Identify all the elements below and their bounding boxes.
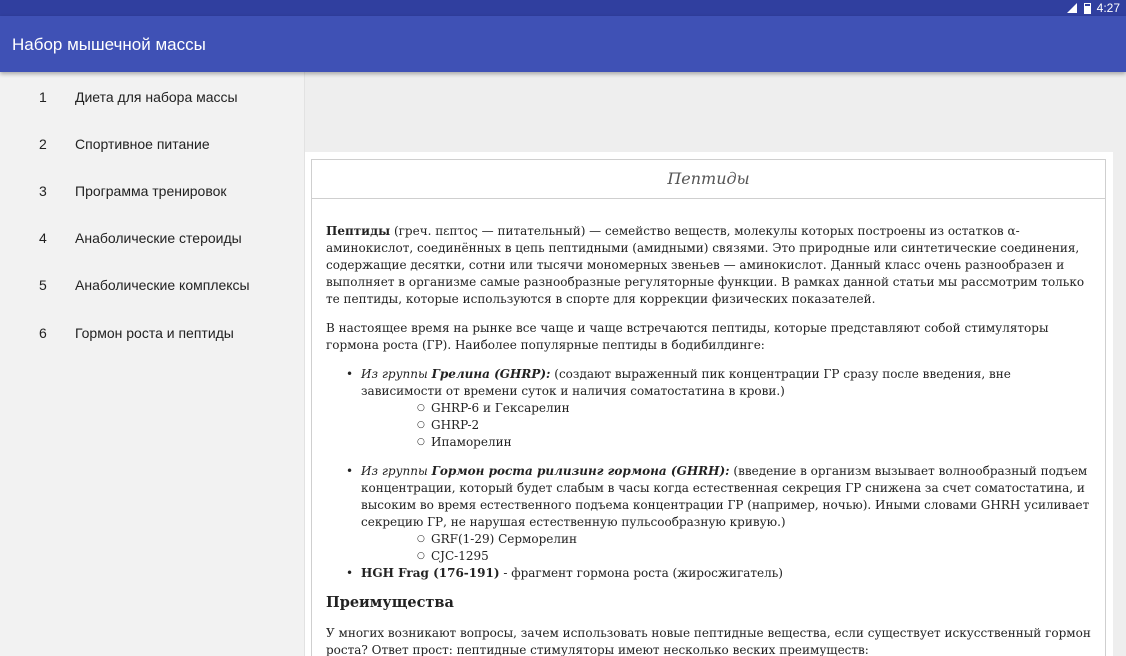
app-title: Набор мышечной массы	[12, 35, 206, 54]
article-title: Пептиды	[312, 160, 1105, 199]
list-item: ○ CJC-1295	[361, 548, 1091, 565]
sidebar-item-number: 5	[39, 276, 47, 293]
sidebar-item-label: Гормон роста и пептиды	[75, 324, 234, 341]
content-spacer	[305, 72, 1126, 152]
group-name: HGH Frag (176-191)	[361, 566, 500, 580]
group-prefix: Из группы	[361, 367, 432, 381]
group-description: - фрагмент гормона роста (жиросжигатель)	[499, 566, 783, 580]
sidebar-item-training-program[interactable]	[0, 167, 304, 214]
intro-paragraph	[326, 223, 1091, 308]
sidebar-item-number: 1	[39, 88, 47, 105]
sidebar-item-label: Спортивное питание	[75, 135, 210, 152]
article-webview[interactable]	[305, 152, 1113, 656]
sidebar-item-label: Программа тренировок	[75, 182, 227, 199]
list-item-ghrh	[326, 463, 1091, 565]
article-frame	[311, 159, 1106, 656]
market-paragraph: В настоящее время на рынке все чаще и чаще встречаются пептиды, которые представляют собой стимуляторы гормона роста (ГР). Наиболее популярные пептиды в бодибилдинге:	[326, 321, 1049, 352]
intro-term: Пептиды	[326, 224, 391, 238]
section-heading: Преимущества	[326, 594, 454, 611]
sidebar-item-diet[interactable]	[0, 73, 304, 120]
list-item-hgh-frag	[326, 565, 1091, 582]
sidebar-item-number: 2	[39, 135, 47, 152]
list-item-ghrp	[326, 366, 1091, 451]
sidebar-item-number: 3	[39, 182, 47, 199]
sub-list	[361, 400, 1091, 451]
app-bar	[0, 16, 1126, 72]
article-body	[312, 199, 1105, 656]
group-name: Грелина (GHRP):	[431, 367, 551, 381]
sidebar-item-anabolic-steroids[interactable]	[0, 214, 304, 261]
sidebar-item-anabolic-complexes[interactable]	[0, 261, 304, 308]
battery-icon	[1084, 3, 1091, 14]
status-time: 4:27	[1096, 1, 1120, 15]
list-item: ○ Ипаморелин	[361, 434, 1091, 451]
sidebar-item-label: Диета для набора массы	[75, 88, 238, 105]
sidebar-item-sport-nutrition[interactable]	[0, 120, 304, 167]
sidebar-item-label: Анаболические стероиды	[75, 229, 242, 246]
advantages-paragraph: У многих возникают вопросы, зачем использовать новые пептидные вещества, если существует искусственный гормон роста? Ответ прост: пептидные стимуляторы имеют несколько веских преимуществ:	[326, 626, 1091, 656]
list-item: ○ GRF(1-29) Серморелин	[361, 531, 1091, 548]
sidebar-nav	[0, 72, 305, 656]
sidebar-item-number: 4	[39, 229, 47, 246]
list-spacer	[326, 451, 1091, 463]
list-item: ○ GHRP-2	[361, 417, 1091, 434]
group-description: (введение в организм вызывает волнообразный подъем концентрации, который будет слабым в часы когда естественная секреция ГР снижена за счет соматостатина, и высоким во время естественного подъема концентрации ГР (например, ночью). Иными словами GHRH усиливает секрецию ГР, не нарушая естественную пульсообразную кривую.)	[361, 464, 1090, 529]
group-prefix: Из группы	[361, 464, 432, 478]
group-name: Гормон роста рилизинг гормона (GHRH):	[431, 464, 730, 478]
status-bar	[0, 0, 1126, 16]
sidebar-item-number: 6	[39, 324, 47, 341]
list-item: ○ GHRP-6 и Гексарелин	[361, 400, 1091, 417]
cell-signal-icon	[1066, 2, 1078, 14]
intro-text: (греч. πεπτος — питательный) — семейство веществ, молекулы которых построены из остатков α-аминокислот, соединённых в цепь пептидными (амидными) связями. Это природные или синтетические соединения, содержащие десятки, сотни или тысячи мономерных звеньев — аминокислот. Данный класс очень разнообразен и выполняет в организме самые разнообразные регуляторные функции. В рамках данной статьи мы рассмотрим только те пептиды, которые используются в спорте для коррекции физических показателей.	[326, 224, 1085, 306]
sidebar-item-label: Анаболические комплексы	[75, 276, 250, 293]
sidebar-item-growth-hormone[interactable]	[0, 309, 304, 356]
group-description: (создают выраженный пик концентрации ГР сразу после введения, вне зависимости от времени суток и наличия соматостатина в крови.)	[361, 367, 1011, 398]
peptide-groups-list	[326, 366, 1091, 582]
sub-list	[361, 531, 1091, 565]
